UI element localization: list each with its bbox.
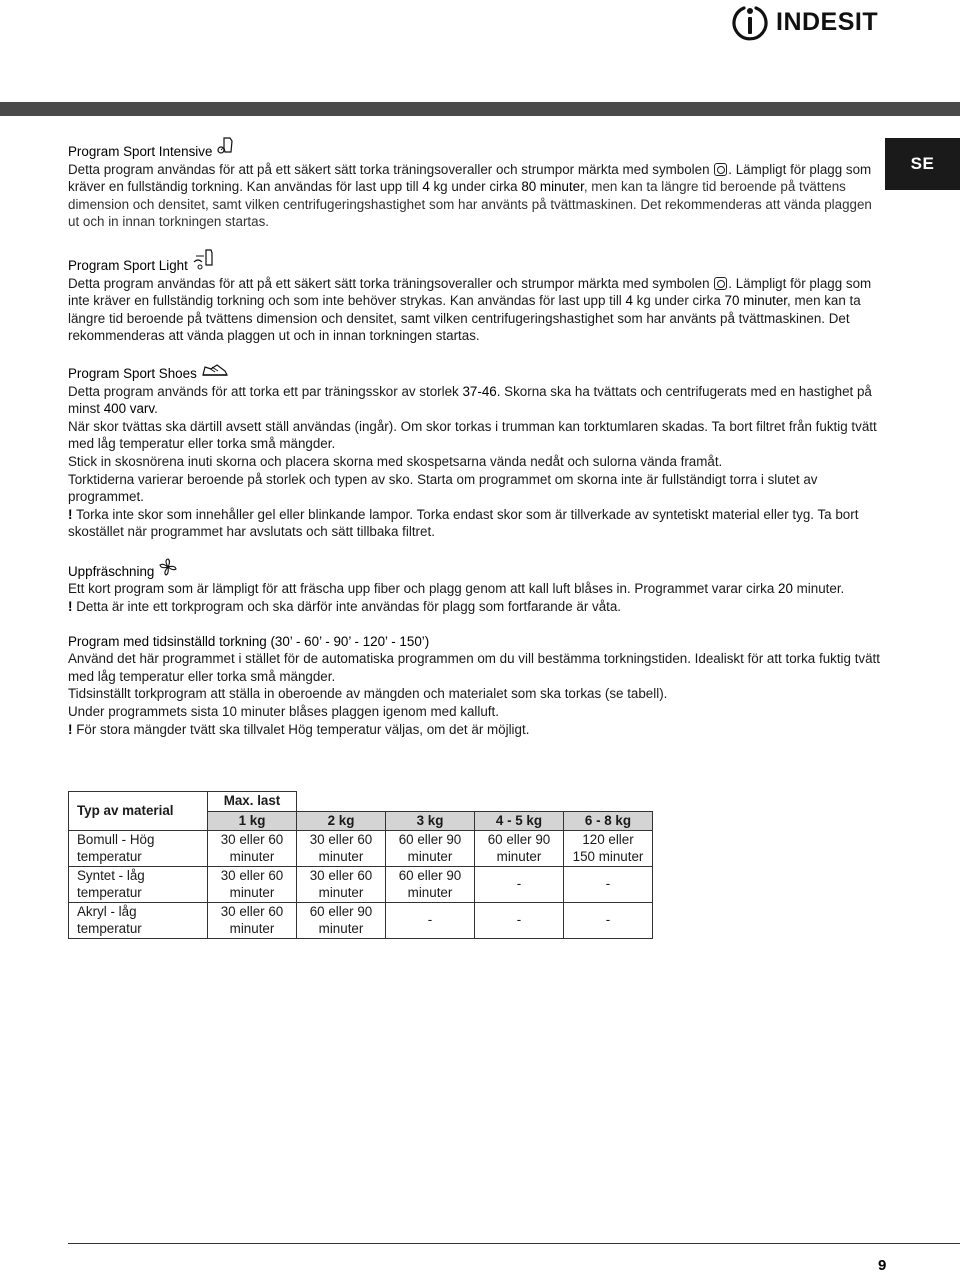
paragraph: Under programmets sista 10 minuter blåses plaggen igenom med kalluft. xyxy=(68,704,499,720)
section-timed xyxy=(68,633,883,739)
paragraph: Detta program användas för att på ett säkert sätt torka träningsoveraller och strumpor märkta med symbolen . Lämpligt för plagg som inte kräver en fullständig torkning och som inte behöver strykas. Kan användas för last upp till 4 kg under cirka 70 minuter, men kan ta längre tid beroende på tvättens dimension och densitet, samt vilken centrifugeringshastighet som har använts på tvättmaskinen. Det rekommenderas att vända plaggen ut och in innan torkningen startas. xyxy=(68,275,872,344)
table-cell: 30 eller 60 minuter xyxy=(208,867,297,903)
table-cell: 30 eller 60 minuter xyxy=(297,831,386,867)
section-sport-shoes xyxy=(68,362,883,541)
footer-divider xyxy=(68,1243,960,1244)
material-cell: Syntet - låg temperatur xyxy=(69,867,208,903)
table-row xyxy=(69,867,653,903)
section-refresh xyxy=(68,558,883,616)
heading-text: Program med tidsinställd torkning xyxy=(68,633,267,649)
language-tab: SE xyxy=(885,138,960,190)
section-heading xyxy=(68,558,883,581)
material-cell: Bomull - Hög temperatur xyxy=(69,831,208,867)
table-row xyxy=(69,903,653,939)
garment-care-symbol-icon xyxy=(714,163,727,176)
section-heading xyxy=(68,362,883,383)
column-header: 4 - 5 kg xyxy=(475,811,564,831)
table-row xyxy=(69,831,653,867)
section-sport-light xyxy=(68,248,883,345)
header-bar xyxy=(0,102,960,116)
material-header: Typ av material xyxy=(69,792,208,831)
heading-text: Program Sport Intensive xyxy=(68,144,213,159)
paragraph: ! Torka inte skor som innehåller gel eller blinkande lampor. Torka endast skor som är tillverkade av syntetiskt material eller tyg. Ta bort skostället när programmet har avslutats och sätt tillbaka filtret. xyxy=(68,506,859,540)
column-header: 3 kg xyxy=(386,811,475,831)
section-heading xyxy=(68,248,883,275)
paragraph: Tidsinställt torkprogram att ställa in oberoende av mängden och materialet som ska torkas (se tabell). xyxy=(68,686,668,702)
brand-name: INDESIT xyxy=(776,7,879,36)
column-header: 2 kg xyxy=(297,811,386,831)
table-cell: 60 eller 90 minuter xyxy=(297,903,386,939)
section-heading xyxy=(68,136,883,161)
shoe-icon xyxy=(201,362,229,383)
warning-mark: ! xyxy=(68,506,73,522)
warning-mark: ! xyxy=(68,599,73,615)
page-number: 9 xyxy=(878,1257,887,1274)
heading-suffix: (30’ - 60’ - 90’ - 120’ - 150’) xyxy=(266,633,430,649)
drying-time-table xyxy=(68,791,653,939)
page-content xyxy=(68,136,883,755)
material-cell: Akryl - låg temperatur xyxy=(69,903,208,939)
table-cell: 30 eller 60 minuter xyxy=(208,903,297,939)
indesit-logo xyxy=(730,0,895,44)
garment-care-symbol-icon xyxy=(714,277,727,290)
table-cell: 120 eller 150 minuter xyxy=(564,831,653,867)
table-cell: 30 eller 60 minuter xyxy=(208,831,297,867)
sport-light-icon xyxy=(192,248,218,275)
max-load-header: Max. last xyxy=(208,792,297,812)
table-cell: 60 eller 90 minuter xyxy=(386,831,475,867)
indesit-logo-icon xyxy=(730,2,770,42)
table-cell: - xyxy=(564,867,653,903)
heading-text: Program Sport Shoes xyxy=(68,365,197,381)
paragraph: ! Detta är inte ett torkprogram och ska därför inte användas för plagg som fortfarande är våta. xyxy=(68,599,622,615)
sport-intensive-icon xyxy=(216,136,238,161)
paragraph: Stick in skosnörena inuti skorna och placera skorna med skospetsarna vända nedåt och sulorna vända framåt. xyxy=(68,453,723,469)
table-cell: - xyxy=(564,903,653,939)
paragraph: Torktiderna varierar beroende på storlek och typen av sko. Starta om programmet om skorna inte är fullständigt torra i slutet av programmet. xyxy=(68,471,818,505)
fan-icon xyxy=(158,558,178,581)
paragraph: Detta program användas för att på ett säkert sätt torka träningsoveraller och strumpor märkta med symbolen . Lämpligt för plagg som kräver en fullständig torkning. Kan användas för last upp till 4 kg under cirka 80 minuter, men kan ta längre tid beroende på tvättens dimension och densitet, samt vilken centrifugeringshastighet som har använts på tvättmaskinen. Det rekommenderas att vända plaggen ut och in innan torkningen startas. xyxy=(68,161,872,230)
paragraph: ! För stora mängder tvätt ska tillvalet Hög temperatur väljas, om det är möjligt. xyxy=(68,721,530,737)
heading-text: Uppfräschning xyxy=(68,563,155,579)
paragraph: När skor tvättas ska därtill avsett ställ användas (ingår). Om skor torkas i trumman kan torktumlaren skadas. Ta bort filtret från fuktig tvätt med låg temperatur eller torka små mängder. xyxy=(68,418,877,452)
table-cell: 60 eller 90 minuter xyxy=(386,867,475,903)
table-cell: - xyxy=(475,867,564,903)
column-header: 6 - 8 kg xyxy=(564,811,653,831)
table-cell: - xyxy=(475,903,564,939)
table-cell: - xyxy=(386,903,475,939)
warning-mark: ! xyxy=(68,721,73,737)
header-spacer xyxy=(297,792,653,812)
heading-text: Program Sport Light xyxy=(68,257,188,273)
paragraph: Ett kort program som är lämpligt för att fräscha upp fiber och plagg genom att kall luft blåses in. Programmet varar cirka 20 minuter. xyxy=(68,581,845,597)
section-sport-intensive xyxy=(68,136,883,231)
paragraph: Använd det här programmet i stället för de automatiska programmen om du vill bestämma torkningstiden. Idealiskt för att torka fuktig tvätt med låg temperatur eller torka små mängder. xyxy=(68,651,880,684)
table-cell: 60 eller 90 minuter xyxy=(475,831,564,867)
table-cell: 30 eller 60 minuter xyxy=(297,867,386,903)
paragraph: Detta program används för att torka ett par träningsskor av storlek 37-46. Skorna ska ha tvättats och centrifugerats med en hastighet på minst 400 varv. xyxy=(68,383,872,417)
column-header: 1 kg xyxy=(208,811,297,831)
section-heading xyxy=(68,633,883,651)
